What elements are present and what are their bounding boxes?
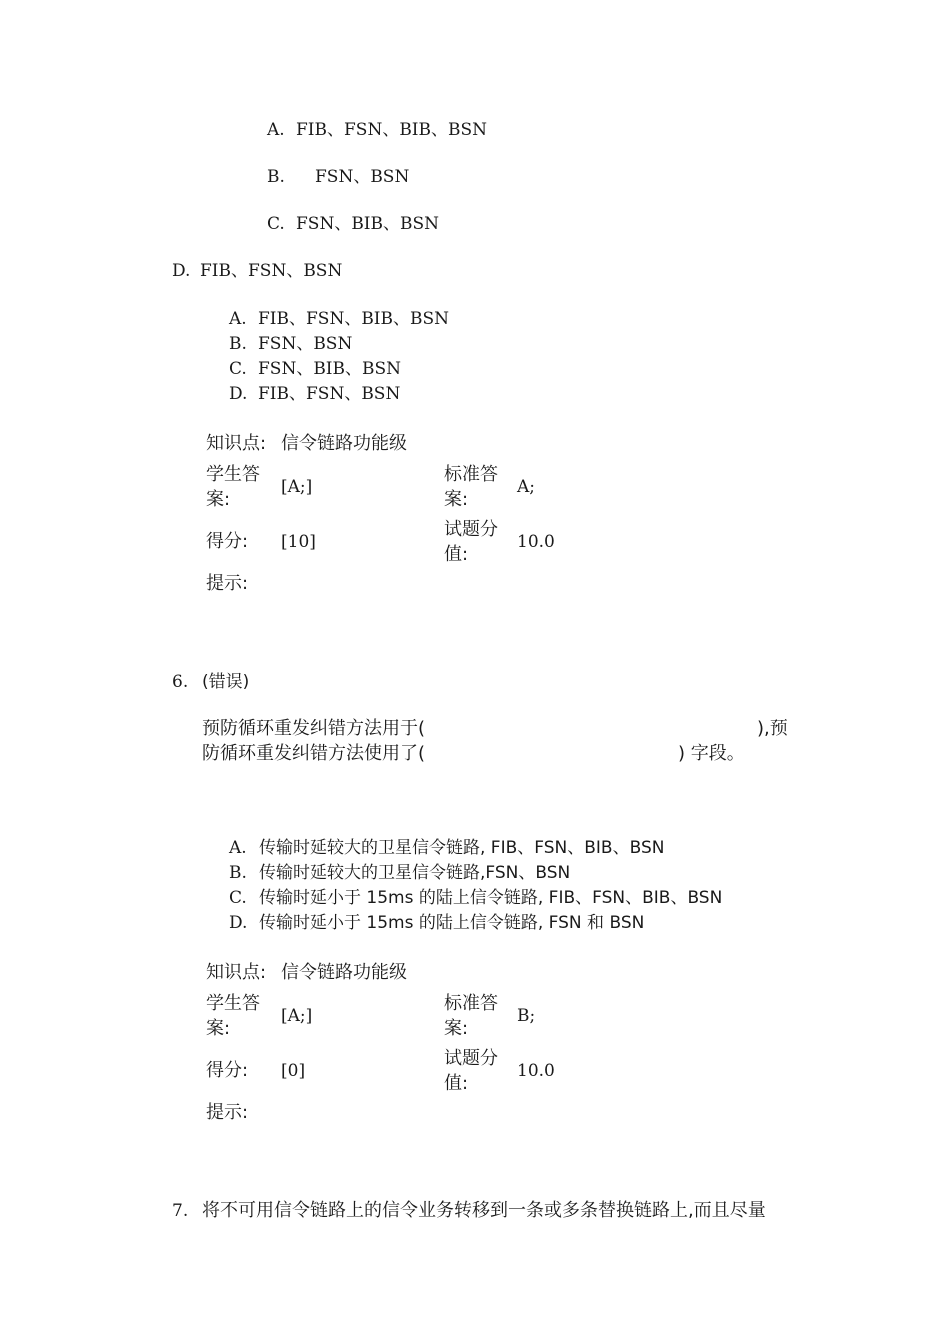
points-label-1: 试题分 xyxy=(444,519,498,540)
score-value: [10] xyxy=(281,532,316,552)
stem-line-2-start: 防循环重发纠错方法使用了( xyxy=(202,743,426,764)
option-letter: C. xyxy=(229,359,247,379)
standard-answer-label-1: 标准答 xyxy=(444,464,498,485)
option-text: FSN、BIB、BSN xyxy=(258,359,402,379)
option-text: 传输时延较大的卫星信令链路,FSN、BSN xyxy=(259,863,571,883)
knowledge-value: 信令链路功能级 xyxy=(281,962,407,983)
option-text: FSN、BSN xyxy=(258,334,353,354)
points-value: 10.0 xyxy=(517,532,555,552)
knowledge-label: 知识点: xyxy=(206,962,267,983)
question-number: 7. xyxy=(172,1201,189,1221)
standard-answer-value: B; xyxy=(517,1006,536,1026)
score-label: 得分: xyxy=(206,531,249,552)
points-label-1: 试题分 xyxy=(444,1048,498,1069)
option-text: 传输时延小于 15ms 的陆上信令链路, FSN 和 BSN xyxy=(259,913,645,933)
points-label-2: 值: xyxy=(444,1073,469,1094)
student-answer-label-1: 学生答 xyxy=(206,993,260,1014)
option-letter: B. xyxy=(229,863,247,883)
standard-answer-label-2: 案: xyxy=(444,489,469,510)
score-value: [0] xyxy=(281,1061,306,1081)
student-answer-value: [A;] xyxy=(281,477,313,497)
standard-answer-value: A; xyxy=(517,477,536,497)
option-text: 传输时延小于 15ms 的陆上信令链路, FIB、FSN、BIB、BSN xyxy=(259,888,723,908)
points-label-2: 值: xyxy=(444,544,469,565)
stem-line-1-end: ),预 xyxy=(757,718,788,739)
option-letter: B. xyxy=(267,167,285,187)
stem-line-2-end: ) 字段。 xyxy=(678,743,745,764)
option-text: FSN、BIB、BSN xyxy=(296,214,440,234)
option-letter: A. xyxy=(229,309,247,329)
option-text: FIB、FSN、BSN xyxy=(200,261,343,281)
score-label: 得分: xyxy=(206,1060,249,1081)
option-text: FIB、FSN、BSN xyxy=(258,384,401,404)
option-text: FSN、BSN xyxy=(315,167,410,187)
standard-answer-label-1: 标准答 xyxy=(444,993,498,1014)
option-letter: C. xyxy=(267,214,285,234)
knowledge-value: 信令链路功能级 xyxy=(281,433,407,454)
student-answer-label-1: 学生答 xyxy=(206,464,260,485)
student-answer-value: [A;] xyxy=(281,1006,313,1026)
hint-label: 提示: xyxy=(206,1102,249,1123)
option-letter: D. xyxy=(172,261,191,281)
stem-line-1-start: 预防循环重发纠错方法用于( xyxy=(202,718,426,739)
option-text: FIB、FSN、BIB、BSN xyxy=(258,309,450,329)
points-value: 10.0 xyxy=(517,1061,555,1081)
student-answer-label-2: 案: xyxy=(206,489,231,510)
knowledge-label: 知识点: xyxy=(206,433,267,454)
option-letter: B. xyxy=(229,334,247,354)
option-text: FIB、FSN、BIB、BSN xyxy=(296,120,488,140)
option-letter: C. xyxy=(229,888,247,908)
hint-label: 提示: xyxy=(206,573,249,594)
question-number: 6. xyxy=(172,672,189,692)
option-letter: A. xyxy=(229,838,247,858)
option-letter: A. xyxy=(267,120,285,140)
student-answer-label-2: 案: xyxy=(206,1018,231,1039)
option-text: 传输时延较大的卫星信令链路, FIB、FSN、BIB、BSN xyxy=(259,838,665,858)
question-stem: 将不可用信令链路上的信令业务转移到一条或多条替换链路上,而且尽量 xyxy=(202,1200,766,1221)
option-letter: D. xyxy=(229,913,248,933)
standard-answer-label-2: 案: xyxy=(444,1018,469,1039)
question-status: (错误) xyxy=(202,672,250,692)
option-letter: D. xyxy=(229,384,248,404)
